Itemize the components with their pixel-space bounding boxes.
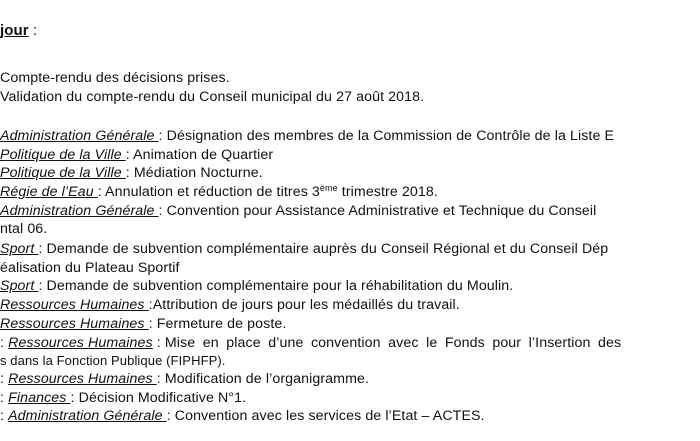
agenda-item (0, 203, 596, 219)
item-continuation: éalisation du Plateau Sportif (0, 260, 180, 276)
item-separator: : (148, 297, 153, 313)
item-text: Convention avec les services de l’Etat – ACTES. (174, 408, 485, 424)
item-continuation: s dans la Fonction Publique (FIPHFP). (0, 353, 226, 368)
item-category: Ressources Humaines (8, 371, 157, 387)
item-text: Annulation et réduction de titres 3 (105, 184, 320, 200)
item-text-after: trimestre 2018. (337, 184, 438, 200)
agenda-item (0, 278, 513, 294)
agenda-item (0, 184, 438, 200)
item-prefix: : (0, 371, 9, 387)
item-category: Sport (0, 278, 39, 294)
agenda-item (0, 316, 286, 332)
item-category: Administration Générale (0, 203, 159, 219)
item-category: Sport (0, 241, 39, 257)
item-category: Finances (8, 390, 71, 406)
item-text: Demande de subvention complémentaire pour la réhabilitation du Moulin. (46, 278, 514, 294)
item-prefix: : (0, 390, 9, 406)
item-separator: : (156, 371, 165, 387)
item-separator: : (70, 390, 79, 406)
item-category: Ressources Humaines (8, 335, 153, 351)
item-text: Convention pour Assistance Administrative et Technique du Conseil (166, 203, 597, 219)
agenda-item (0, 147, 273, 163)
item-separator: : (125, 147, 134, 163)
agenda-item (0, 297, 460, 313)
item-text: Fermeture de poste. (156, 316, 287, 332)
item-separator: : (38, 241, 47, 257)
preamble-line: Compte-rendu des décisions prises. (0, 70, 230, 86)
item-separator: : (166, 408, 175, 424)
agenda-item (0, 128, 614, 144)
item-separator: : (158, 203, 167, 219)
agenda-item (0, 390, 246, 406)
item-text: Demande de subvention complémentaire auprès du Conseil Régional et du Conseil Dép (46, 241, 609, 257)
agenda-item (0, 408, 485, 424)
item-category: Administration Générale (8, 408, 167, 424)
item-prefix: : (0, 408, 9, 424)
item-category: Régie de l’Eau (0, 184, 98, 200)
preamble-line: Validation du compte-rendu du Conseil municipal du 27 août 2018. (0, 89, 425, 105)
item-separator: : (97, 184, 106, 200)
agenda-item (0, 335, 621, 351)
agenda-item (0, 241, 608, 257)
item-text: Animation de Quartier (133, 147, 274, 163)
agenda-heading (0, 23, 37, 39)
item-text: Désignation des membres de la Commission de Contrôle de la Liste E (166, 128, 615, 144)
item-category: Politique de la Ville (0, 165, 126, 181)
item-text: Décision Modificative N°1. (78, 390, 247, 406)
item-separator: : (125, 165, 134, 181)
item-separator: : (148, 316, 157, 332)
item-superscript: ème (319, 183, 338, 193)
item-text: Modification de l’organigramme. (164, 371, 370, 387)
item-prefix: : (0, 335, 9, 351)
item-category: Ressources Humaines (0, 316, 149, 332)
heading-word: jour (0, 22, 29, 39)
item-category: Ressources Humaines (0, 297, 149, 313)
item-separator: : (152, 335, 165, 351)
agenda-item (0, 165, 263, 181)
agenda-item (0, 371, 369, 387)
item-separator: : (38, 278, 47, 294)
item-category: Politique de la Ville (0, 147, 126, 163)
item-separator: : (158, 128, 167, 144)
item-text: Attribution de jours pour les médaillés du travail. (152, 297, 460, 313)
item-continuation: ntal 06. (0, 221, 48, 237)
item-category: Administration Générale (0, 128, 159, 144)
item-text: Mise en place d’une convention avec le Fonds pour l’Insertion des (164, 335, 622, 351)
heading-colon: : (28, 22, 38, 39)
item-text: Médiation Nocturne. (133, 165, 263, 181)
